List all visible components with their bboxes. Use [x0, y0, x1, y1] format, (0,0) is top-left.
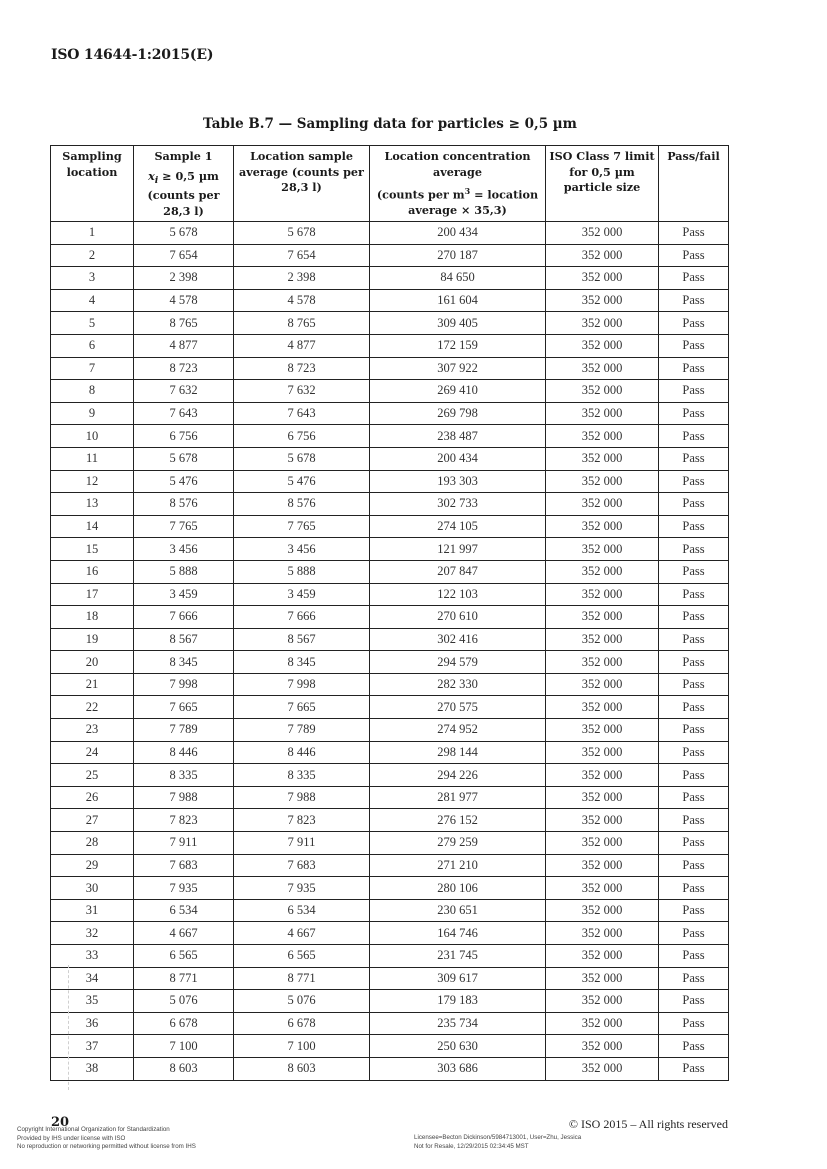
- page-number: 20: [51, 1115, 70, 1130]
- cell-class-limit: 352 000: [546, 583, 659, 606]
- cell-concentration-average: 294 226: [370, 764, 546, 787]
- cell-sampling-location: 38: [51, 1057, 134, 1080]
- cell-location-average: 6 756: [234, 425, 370, 448]
- cell-location-average: 7 935: [234, 877, 370, 900]
- cell-concentration-average: 302 416: [370, 628, 546, 651]
- table-row: [51, 945, 729, 968]
- table-row: [51, 515, 729, 538]
- cell-sample-1: 7 789: [134, 719, 234, 742]
- cell-class-limit: 352 000: [546, 334, 659, 357]
- table-row: [51, 990, 729, 1013]
- cell-location-average: 8 576: [234, 493, 370, 516]
- cell-concentration-average: 294 579: [370, 651, 546, 674]
- cell-location-average: 8 567: [234, 628, 370, 651]
- table-row: [51, 1012, 729, 1035]
- cell-concentration-average: 84 650: [370, 267, 546, 290]
- cell-pass-fail: Pass: [659, 560, 729, 583]
- cell-location-average: 5 476: [234, 470, 370, 493]
- cell-concentration-average: 298 144: [370, 741, 546, 764]
- cell-sample-1: 6 756: [134, 425, 234, 448]
- cell-sampling-location: 19: [51, 628, 134, 651]
- cell-sample-1: 8 345: [134, 651, 234, 674]
- cell-class-limit: 352 000: [546, 877, 659, 900]
- table-row: [51, 899, 729, 922]
- header-sample-1: Sample 1 $x_i \ge 0,5$ µm (counts per 28,3 l): [134, 146, 234, 222]
- cell-concentration-average: 164 746: [370, 922, 546, 945]
- cell-class-limit: 352 000: [546, 560, 659, 583]
- cell-class-limit: 352 000: [546, 1035, 659, 1058]
- cell-sample-1: 5 888: [134, 560, 234, 583]
- cell-class-limit: 352 000: [546, 380, 659, 403]
- cell-class-limit: 352 000: [546, 832, 659, 855]
- table-row: [51, 244, 729, 267]
- table-header-row: [51, 146, 729, 222]
- cell-location-average: 6 534: [234, 899, 370, 922]
- cell-pass-fail: Pass: [659, 402, 729, 425]
- cell-location-average: 8 345: [234, 651, 370, 674]
- cell-concentration-average: 307 922: [370, 357, 546, 380]
- cell-pass-fail: Pass: [659, 425, 729, 448]
- cell-concentration-average: 269 410: [370, 380, 546, 403]
- cell-location-average: 5 888: [234, 560, 370, 583]
- table-row: [51, 606, 729, 629]
- cell-concentration-average: 274 952: [370, 719, 546, 742]
- cell-sample-1: 4 578: [134, 289, 234, 312]
- cell-pass-fail: Pass: [659, 470, 729, 493]
- cell-sample-1: 8 567: [134, 628, 234, 651]
- cell-concentration-average: 121 997: [370, 538, 546, 561]
- cell-sampling-location: 27: [51, 809, 134, 832]
- cell-class-limit: 352 000: [546, 922, 659, 945]
- cell-sampling-location: 33: [51, 945, 134, 968]
- cell-concentration-average: 235 734: [370, 1012, 546, 1035]
- cell-pass-fail: Pass: [659, 696, 729, 719]
- cell-location-average: 8 446: [234, 741, 370, 764]
- cell-location-average: 7 998: [234, 673, 370, 696]
- cell-pass-fail: Pass: [659, 945, 729, 968]
- cell-class-limit: 352 000: [546, 289, 659, 312]
- table-row: [51, 786, 729, 809]
- cell-class-limit: 352 000: [546, 673, 659, 696]
- cell-pass-fail: Pass: [659, 267, 729, 290]
- cell-sample-1: 8 771: [134, 967, 234, 990]
- cell-concentration-average: 303 686: [370, 1057, 546, 1080]
- cell-concentration-average: 270 610: [370, 606, 546, 629]
- cell-sampling-location: 18: [51, 606, 134, 629]
- cell-pass-fail: Pass: [659, 493, 729, 516]
- cell-location-average: 3 459: [234, 583, 370, 606]
- cell-sampling-location: 7: [51, 357, 134, 380]
- margin-mark: [68, 965, 69, 1090]
- cell-concentration-average: 231 745: [370, 945, 546, 968]
- cell-sample-1: 7 665: [134, 696, 234, 719]
- cell-class-limit: 352 000: [546, 899, 659, 922]
- cell-concentration-average: 270 575: [370, 696, 546, 719]
- cell-location-average: 8 335: [234, 764, 370, 787]
- cell-class-limit: 352 000: [546, 809, 659, 832]
- cell-pass-fail: Pass: [659, 312, 729, 335]
- cell-concentration-average: 276 152: [370, 809, 546, 832]
- cell-sample-1: 8 446: [134, 741, 234, 764]
- cell-sampling-location: 26: [51, 786, 134, 809]
- cell-sample-1: 8 723: [134, 357, 234, 380]
- table-row: [51, 583, 729, 606]
- cell-sample-1: 2 398: [134, 267, 234, 290]
- cell-concentration-average: 161 604: [370, 289, 546, 312]
- table-row: [51, 402, 729, 425]
- cell-concentration-average: 281 977: [370, 786, 546, 809]
- cell-sample-1: 7 911: [134, 832, 234, 855]
- cell-sampling-location: 11: [51, 447, 134, 470]
- table-row: [51, 741, 729, 764]
- cell-sampling-location: 13: [51, 493, 134, 516]
- cell-location-average: 7 654: [234, 244, 370, 267]
- cell-sample-1: 5 678: [134, 447, 234, 470]
- table-row: [51, 696, 729, 719]
- cell-sample-1: 8 765: [134, 312, 234, 335]
- cell-location-average: 8 723: [234, 357, 370, 380]
- cell-sampling-location: 30: [51, 877, 134, 900]
- cell-location-average: 5 076: [234, 990, 370, 1013]
- cell-class-limit: 352 000: [546, 267, 659, 290]
- cell-pass-fail: Pass: [659, 719, 729, 742]
- cell-class-limit: 352 000: [546, 402, 659, 425]
- cell-sample-1: 7 823: [134, 809, 234, 832]
- header-sampling-location: Sampling location: [51, 146, 134, 222]
- cell-sampling-location: 31: [51, 899, 134, 922]
- cell-sample-1: 5 476: [134, 470, 234, 493]
- cell-sample-1: 7 935: [134, 877, 234, 900]
- cell-pass-fail: Pass: [659, 222, 729, 245]
- table-row: [51, 628, 729, 651]
- cell-sampling-location: 3: [51, 267, 134, 290]
- cell-sampling-location: 9: [51, 402, 134, 425]
- table-row: [51, 425, 729, 448]
- table-row: [51, 470, 729, 493]
- table-row: [51, 447, 729, 470]
- cell-sampling-location: 15: [51, 538, 134, 561]
- cell-sampling-location: 35: [51, 990, 134, 1013]
- cell-location-average: 5 678: [234, 222, 370, 245]
- cell-pass-fail: Pass: [659, 854, 729, 877]
- cell-sample-1: 7 654: [134, 244, 234, 267]
- cell-pass-fail: Pass: [659, 899, 729, 922]
- cell-pass-fail: Pass: [659, 357, 729, 380]
- cell-sampling-location: 23: [51, 719, 134, 742]
- table-row: [51, 922, 729, 945]
- cell-concentration-average: 250 630: [370, 1035, 546, 1058]
- copyright-notice: © ISO 2015 – All rights reserved: [568, 1117, 728, 1131]
- cell-location-average: 7 988: [234, 786, 370, 809]
- cell-location-average: 7 632: [234, 380, 370, 403]
- cell-class-limit: 352 000: [546, 357, 659, 380]
- table-row: [51, 967, 729, 990]
- cell-class-limit: 352 000: [546, 1012, 659, 1035]
- cell-sampling-location: 1: [51, 222, 134, 245]
- cell-concentration-average: 238 487: [370, 425, 546, 448]
- cell-pass-fail: Pass: [659, 606, 729, 629]
- cell-location-average: 7 666: [234, 606, 370, 629]
- table-row: [51, 222, 729, 245]
- table-row: [51, 334, 729, 357]
- table-row: [51, 854, 729, 877]
- cell-sampling-location: 12: [51, 470, 134, 493]
- cell-sample-1: 7 683: [134, 854, 234, 877]
- cell-sampling-location: 8: [51, 380, 134, 403]
- cell-sampling-location: 20: [51, 651, 134, 674]
- cell-sample-1: 6 565: [134, 945, 234, 968]
- table-row: [51, 832, 729, 855]
- cell-sample-1: 4 667: [134, 922, 234, 945]
- cell-pass-fail: Pass: [659, 967, 729, 990]
- cell-class-limit: 352 000: [546, 515, 659, 538]
- cell-sample-1: 7 100: [134, 1035, 234, 1058]
- cell-location-average: 7 683: [234, 854, 370, 877]
- table-row: [51, 267, 729, 290]
- cell-sample-1: 7 632: [134, 380, 234, 403]
- table-row: [51, 764, 729, 787]
- cell-class-limit: 352 000: [546, 628, 659, 651]
- cell-class-limit: 352 000: [546, 538, 659, 561]
- cell-sampling-location: 17: [51, 583, 134, 606]
- cell-location-average: 6 565: [234, 945, 370, 968]
- cell-sampling-location: 4: [51, 289, 134, 312]
- document-id: ISO 14644-1:2015(E): [51, 47, 214, 63]
- cell-sample-1: 8 576: [134, 493, 234, 516]
- cell-class-limit: 352 000: [546, 719, 659, 742]
- cell-sampling-location: 5: [51, 312, 134, 335]
- cell-location-average: 7 823: [234, 809, 370, 832]
- cell-pass-fail: Pass: [659, 764, 729, 787]
- cell-sampling-location: 36: [51, 1012, 134, 1035]
- table-row: [51, 877, 729, 900]
- cell-pass-fail: Pass: [659, 628, 729, 651]
- cell-sample-1: 6 534: [134, 899, 234, 922]
- cell-class-limit: 352 000: [546, 786, 659, 809]
- cell-concentration-average: 207 847: [370, 560, 546, 583]
- cell-class-limit: 352 000: [546, 741, 659, 764]
- cell-class-limit: 352 000: [546, 312, 659, 335]
- cell-concentration-average: 200 434: [370, 222, 546, 245]
- cell-pass-fail: Pass: [659, 809, 729, 832]
- cell-sampling-location: 29: [51, 854, 134, 877]
- cell-sampling-location: 24: [51, 741, 134, 764]
- cell-sample-1: 5 678: [134, 222, 234, 245]
- cell-class-limit: 352 000: [546, 447, 659, 470]
- cell-sampling-location: 14: [51, 515, 134, 538]
- cell-pass-fail: Pass: [659, 334, 729, 357]
- header-pass-fail: Pass/fail: [659, 146, 729, 222]
- cell-sample-1: 6 678: [134, 1012, 234, 1035]
- cell-concentration-average: 280 106: [370, 877, 546, 900]
- cell-location-average: 3 456: [234, 538, 370, 561]
- cell-pass-fail: Pass: [659, 651, 729, 674]
- cell-location-average: 8 771: [234, 967, 370, 990]
- cell-sample-1: 7 765: [134, 515, 234, 538]
- cell-location-average: 4 667: [234, 922, 370, 945]
- cell-sample-1: 7 988: [134, 786, 234, 809]
- table-row: [51, 289, 729, 312]
- cell-location-average: 7 643: [234, 402, 370, 425]
- cell-pass-fail: Pass: [659, 583, 729, 606]
- cell-class-limit: 352 000: [546, 222, 659, 245]
- cell-pass-fail: Pass: [659, 741, 729, 764]
- header-iso-class-7-limit: ISO Class 7 limit for 0,5 µm particle size: [546, 146, 659, 222]
- table-title: Table B.7 — Sampling data for particles ≥ 0,5 µm: [203, 116, 577, 132]
- cell-class-limit: 352 000: [546, 990, 659, 1013]
- table-body: [51, 222, 729, 1081]
- cell-sampling-location: 25: [51, 764, 134, 787]
- cell-class-limit: 352 000: [546, 967, 659, 990]
- table-row: [51, 1035, 729, 1058]
- cell-location-average: 4 877: [234, 334, 370, 357]
- cell-pass-fail: Pass: [659, 289, 729, 312]
- cell-concentration-average: 269 798: [370, 402, 546, 425]
- cell-class-limit: 352 000: [546, 470, 659, 493]
- table-row: [51, 719, 729, 742]
- table-row: [51, 560, 729, 583]
- cell-pass-fail: Pass: [659, 1012, 729, 1035]
- cell-location-average: 7 765: [234, 515, 370, 538]
- cell-class-limit: 352 000: [546, 945, 659, 968]
- cell-concentration-average: 179 183: [370, 990, 546, 1013]
- cell-concentration-average: 172 159: [370, 334, 546, 357]
- table-row: [51, 673, 729, 696]
- cell-class-limit: 352 000: [546, 606, 659, 629]
- cell-pass-fail: Pass: [659, 1035, 729, 1058]
- cell-sample-1: 3 456: [134, 538, 234, 561]
- table-row: [51, 493, 729, 516]
- cell-class-limit: 352 000: [546, 1057, 659, 1080]
- cell-sample-1: 3 459: [134, 583, 234, 606]
- cell-sample-1: 8 335: [134, 764, 234, 787]
- header-location-sample-average: Location sample average (counts per 28,3 l): [234, 146, 370, 222]
- cell-pass-fail: Pass: [659, 244, 729, 267]
- cell-sampling-location: 6: [51, 334, 134, 357]
- cell-sample-1: 7 666: [134, 606, 234, 629]
- table-row: [51, 809, 729, 832]
- cell-sample-1: 5 076: [134, 990, 234, 1013]
- cell-pass-fail: Pass: [659, 1057, 729, 1080]
- cell-class-limit: 352 000: [546, 696, 659, 719]
- cell-location-average: 7 665: [234, 696, 370, 719]
- cell-location-average: 7 911: [234, 832, 370, 855]
- cell-pass-fail: Pass: [659, 515, 729, 538]
- cell-concentration-average: 270 187: [370, 244, 546, 267]
- cell-location-average: 6 678: [234, 1012, 370, 1035]
- cell-class-limit: 352 000: [546, 493, 659, 516]
- cell-location-average: 5 678: [234, 447, 370, 470]
- cell-class-limit: 352 000: [546, 651, 659, 674]
- cell-sampling-location: 21: [51, 673, 134, 696]
- table-row: [51, 312, 729, 335]
- cell-class-limit: 352 000: [546, 764, 659, 787]
- cell-concentration-average: 274 105: [370, 515, 546, 538]
- cell-sample-1: 7 643: [134, 402, 234, 425]
- cell-concentration-average: 302 733: [370, 493, 546, 516]
- cell-pass-fail: Pass: [659, 673, 729, 696]
- cell-sampling-location: 32: [51, 922, 134, 945]
- cell-sampling-location: 34: [51, 967, 134, 990]
- cell-pass-fail: Pass: [659, 786, 729, 809]
- cell-location-average: 4 578: [234, 289, 370, 312]
- cell-concentration-average: 193 303: [370, 470, 546, 493]
- cell-concentration-average: 282 330: [370, 673, 546, 696]
- cell-pass-fail: Pass: [659, 877, 729, 900]
- cell-class-limit: 352 000: [546, 425, 659, 448]
- cell-pass-fail: Pass: [659, 832, 729, 855]
- cell-sampling-location: 2: [51, 244, 134, 267]
- cell-sampling-location: 22: [51, 696, 134, 719]
- cell-concentration-average: 230 651: [370, 899, 546, 922]
- cell-concentration-average: 200 434: [370, 447, 546, 470]
- cell-sample-1: 4 877: [134, 334, 234, 357]
- license-notice-left: Copyright International Organization for Standardization Provided by IHS under license with ISO No reproduction or networking permitted without license from IHS: [17, 1126, 196, 1150]
- cell-sampling-location: 37: [51, 1035, 134, 1058]
- cell-sample-1: 7 998: [134, 673, 234, 696]
- cell-sample-1: 8 603: [134, 1057, 234, 1080]
- cell-pass-fail: Pass: [659, 922, 729, 945]
- cell-location-average: 7 789: [234, 719, 370, 742]
- cell-location-average: 2 398: [234, 267, 370, 290]
- cell-pass-fail: Pass: [659, 990, 729, 1013]
- cell-class-limit: 352 000: [546, 244, 659, 267]
- cell-location-average: 8 603: [234, 1057, 370, 1080]
- cell-sampling-location: 10: [51, 425, 134, 448]
- table-row: [51, 357, 729, 380]
- cell-concentration-average: 122 103: [370, 583, 546, 606]
- table-row: [51, 1057, 729, 1080]
- cell-concentration-average: 309 617: [370, 967, 546, 990]
- cell-location-average: 8 765: [234, 312, 370, 335]
- sampling-data-table: [50, 145, 729, 1081]
- table-row: [51, 380, 729, 403]
- cell-concentration-average: 279 259: [370, 832, 546, 855]
- cell-pass-fail: Pass: [659, 538, 729, 561]
- cell-location-average: 7 100: [234, 1035, 370, 1058]
- cell-pass-fail: Pass: [659, 447, 729, 470]
- cell-concentration-average: 309 405: [370, 312, 546, 335]
- cell-sampling-location: 28: [51, 832, 134, 855]
- header-location-concentration-average: Location concentration average (counts per $m^3$ = location average × 35,3): [370, 146, 546, 222]
- table-row: [51, 538, 729, 561]
- table-row: [51, 651, 729, 674]
- cell-sampling-location: 16: [51, 560, 134, 583]
- cell-class-limit: 352 000: [546, 854, 659, 877]
- cell-concentration-average: 271 210: [370, 854, 546, 877]
- license-notice-right: Licensee=Becton Dickinson/5984713001, User=Zhu, Jessica Not for Resale, 12/29/2015 02:34:45 MST: [414, 1134, 582, 1150]
- cell-pass-fail: Pass: [659, 380, 729, 403]
